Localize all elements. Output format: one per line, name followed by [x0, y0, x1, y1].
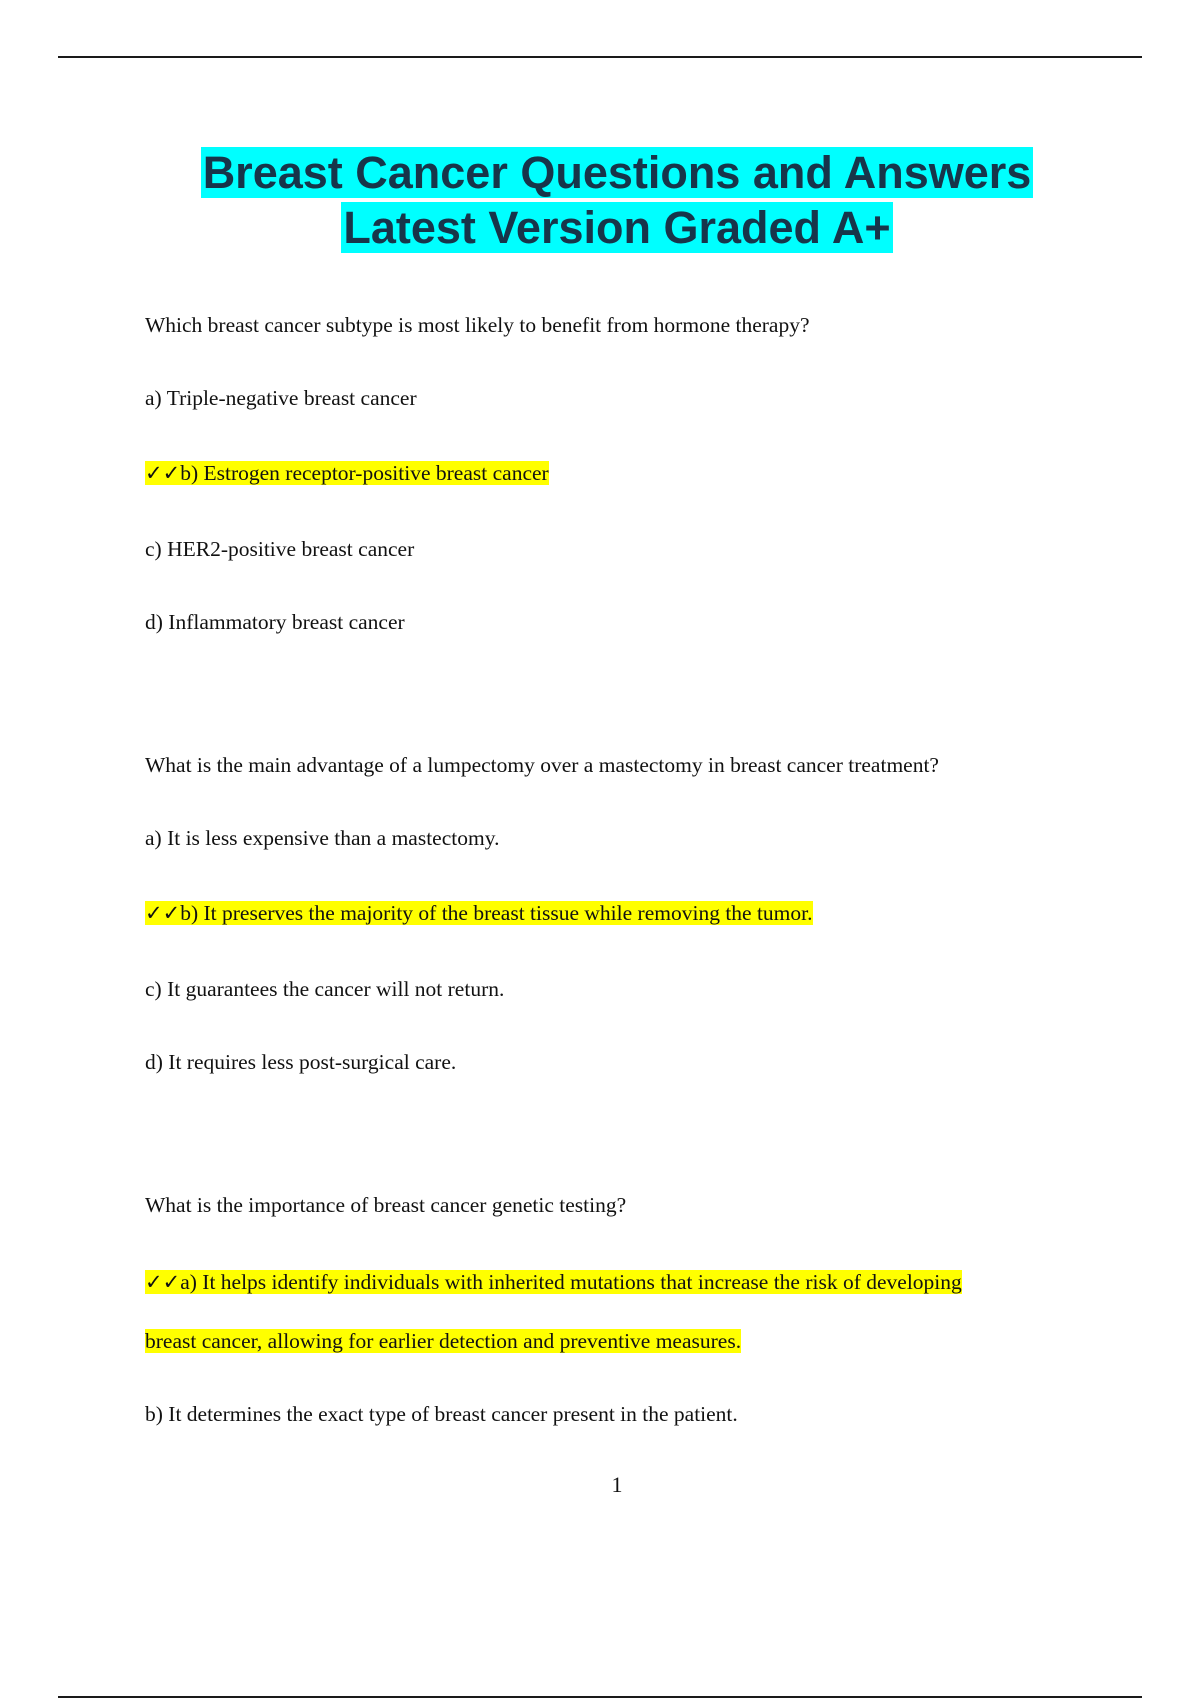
title-line-1: Breast Cancer Questions and Answers [202, 147, 1032, 198]
question-1-option-b-correct [145, 459, 549, 487]
title-line-2: Latest Version Graded A+ [343, 202, 891, 253]
question-1-option-c: c) HER2-positive breast cancer [145, 537, 415, 561]
check-marks-icon: ✓✓ [145, 901, 181, 925]
question-3-option-a-correct-line-1 [145, 1268, 962, 1296]
page-number: 1 [611, 1472, 623, 1497]
question-1-option-a: a) Triple-negative breast cancer [145, 386, 417, 410]
question-2-option-d: d) It requires less post-surgical care. [145, 1050, 457, 1074]
question-3-option-a-correct-line-2 [145, 1327, 741, 1355]
question-1-option-b-text: b) Estrogen receptor-positive breast cancer [180, 461, 549, 485]
question-3-option-a-text-2: breast cancer, allowing for earlier detection and preventive measures. [145, 1329, 742, 1353]
check-marks-icon: ✓✓ [145, 461, 181, 485]
question-2-option-c: c) It guarantees the cancer will not return. [145, 977, 505, 1001]
top-rule [58, 56, 1142, 58]
bottom-rule [58, 1696, 1142, 1698]
question-3-option-b: b) It determines the exact type of breast cancer present in the patient. [145, 1402, 738, 1426]
check-marks-icon: ✓✓ [145, 1270, 181, 1294]
question-3-text: What is the importance of breast cancer genetic testing? [145, 1193, 627, 1217]
document-title [0, 145, 1200, 255]
question-2-option-b-correct [145, 899, 813, 927]
question-3-option-a-text-1: a) It helps identify individuals with inherited mutations that increase the risk of developing [180, 1270, 962, 1294]
question-1-text: Which breast cancer subtype is most likely to benefit from hormone therapy? [145, 313, 810, 337]
question-2-text: What is the main advantage of a lumpectomy over a mastectomy in breast cancer treatment? [145, 753, 939, 777]
question-2-option-b-text: b) It preserves the majority of the breast tissue while removing the tumor. [180, 901, 813, 925]
question-2-option-a: a) It is less expensive than a mastectomy. [145, 826, 500, 850]
question-1-option-d: d) Inflammatory breast cancer [145, 610, 405, 634]
